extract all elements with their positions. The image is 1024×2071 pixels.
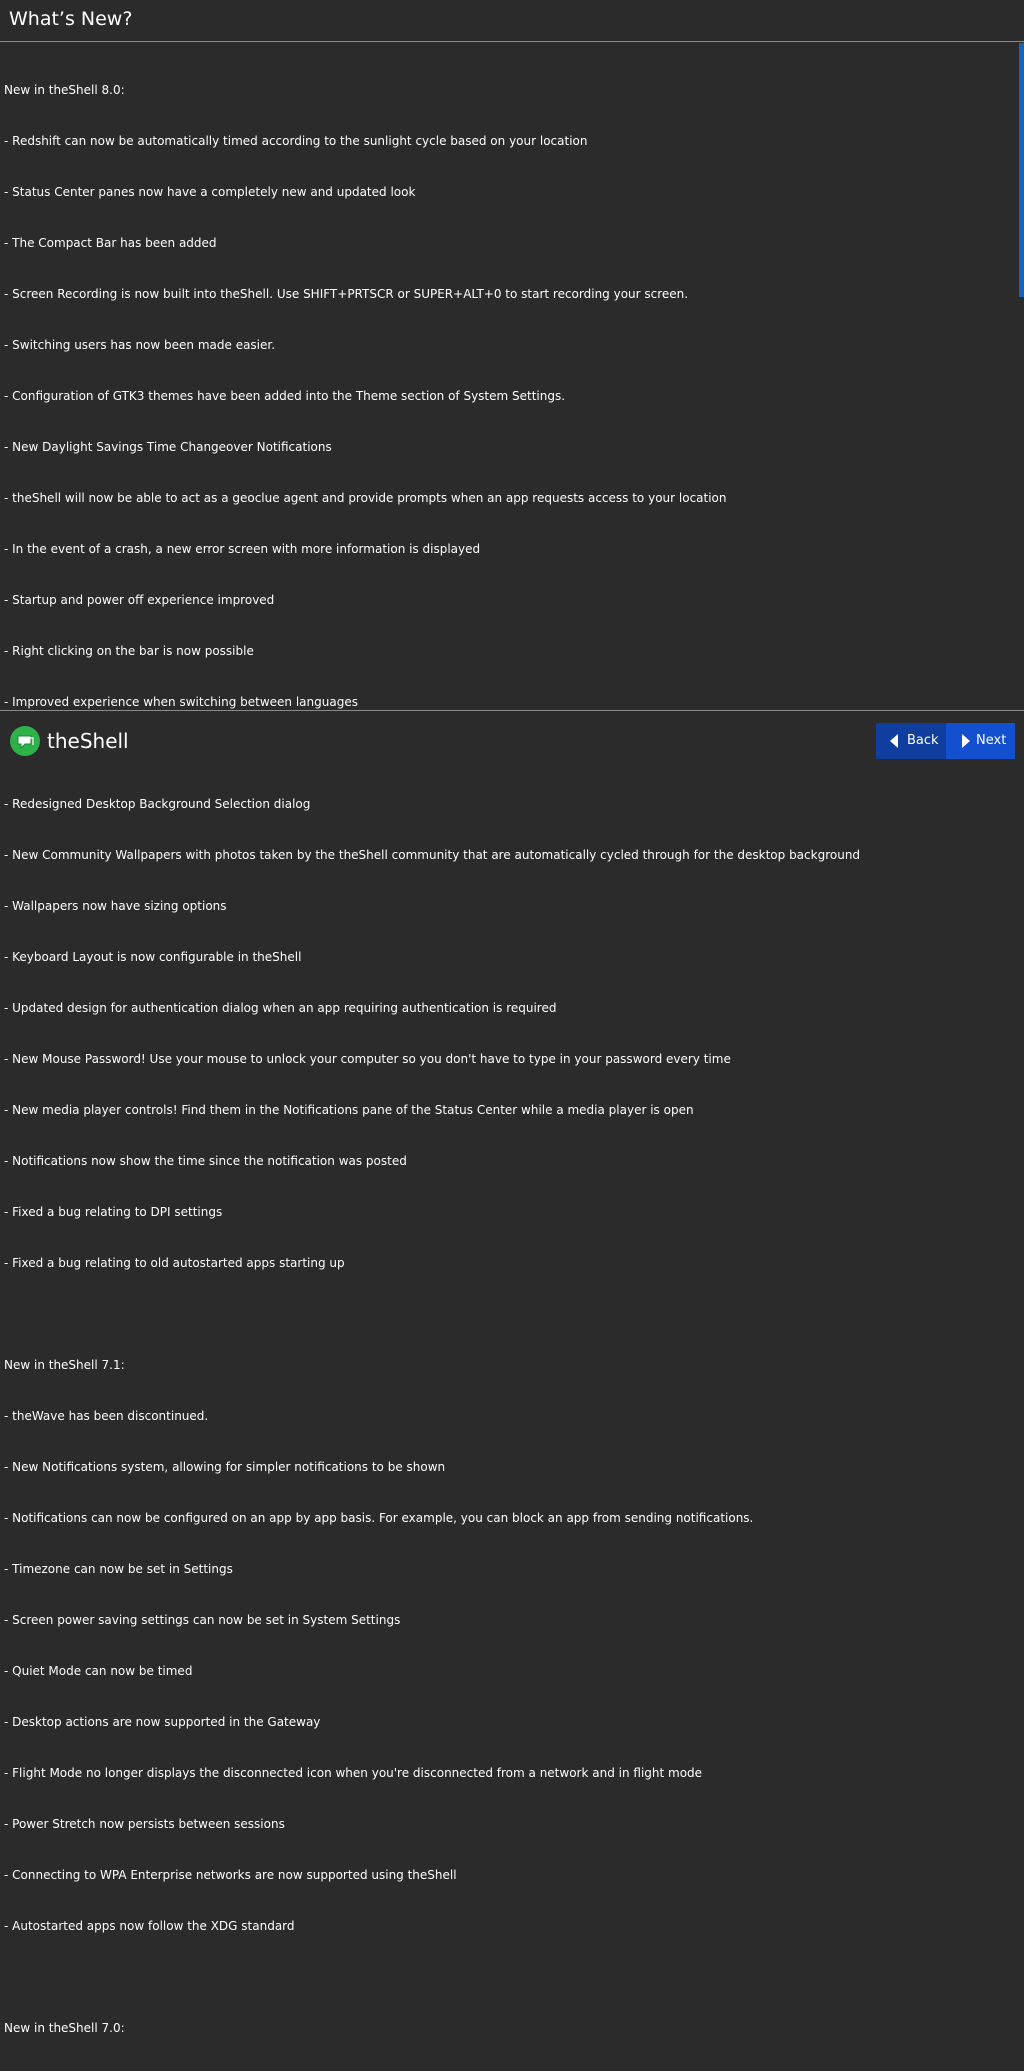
changelog-line: - Notifications can now be configured on an app by app basis. For example, you can block an app from sending notifications. [4, 1511, 754, 1525]
back-button-label: Back [907, 733, 939, 748]
changelog-line: - Updated design for authentication dialog when an app requiring authentication is required [4, 1001, 557, 1015]
changelog-line: - Fixed a bug relating to DPI settings [4, 1205, 223, 1219]
changelog-line: - Power Stretch now persists between sessions [4, 1817, 285, 1831]
changelog-line: - Right clicking on the bar is now possible [4, 644, 254, 658]
changelog-line [4, 1969, 860, 1986]
next-button[interactable] [946, 723, 1015, 759]
back-button[interactable] [876, 723, 946, 759]
next-button-label: Next [976, 733, 1007, 748]
changelog-line: - Screen power saving settings can now be set in System Settings [4, 1613, 401, 1627]
changelog-line: - Redesigned Desktop Background Selection dialog [4, 797, 311, 811]
changelog-line: - Notifications now show the time since the notification was posted [4, 1154, 407, 1168]
changelog-line: - Timezone can now be set in Settings [4, 1562, 233, 1576]
changelog-line: - New Daylight Savings Time Changeover Notifications [4, 440, 332, 454]
changelog-line: - New Mouse Password! Use your mouse to unlock your computer so you don't have to type in your password every time [4, 1052, 731, 1066]
changelog-line: New in theShell 8.0: [4, 83, 125, 97]
changelog-line: - The Compact Bar has been added [4, 236, 217, 250]
changelog-line: - New Notifications system, allowing for simpler notifications to be shown [4, 1460, 446, 1474]
changelog-line: - Connecting to WPA Enterprise networks are now supported using theShell [4, 1868, 457, 1882]
changelog-line: - Screen Recording is now built into theShell. Use SHIFT+PRTSCR or SUPER+ALT+0 to start recording your screen. [4, 287, 689, 301]
header-bar [0, 0, 1024, 42]
changelog-line: - Fixed a bug relating to old autostarted apps starting up [4, 1256, 345, 1270]
changelog-line: New in theShell 7.0: [4, 2021, 125, 2035]
scrollbar-thumb[interactable] [1019, 43, 1024, 297]
changelog-text [4, 48, 860, 2071]
chevron-right-icon [962, 734, 970, 748]
page-title: What’s New? [9, 8, 133, 30]
changelog-line: - theWave has been discontinued. [4, 1409, 209, 1423]
changelog-line: - Configuration of GTK3 themes have been added into the Theme section of System Settings. [4, 389, 566, 403]
changelog-line: - Wallpapers now have sizing options [4, 899, 227, 913]
changelog-line: - Switching users has now been made easier. [4, 338, 276, 352]
changelog-line: - In the event of a crash, a new error screen with more information is displayed [4, 542, 481, 556]
changelog-line: New in theShell 7.1: [4, 1358, 125, 1372]
changelog-line: - New Community Wallpapers with photos taken by the theShell community that are automatically cycled through for the desktop background [4, 848, 861, 862]
footer-bar [0, 710, 1024, 768]
changelog-line: - Quiet Mode can now be timed [4, 1664, 193, 1678]
changelog-line: - Autostarted apps now follow the XDG standard [4, 1919, 295, 1933]
chevron-left-icon [890, 734, 898, 748]
changelog-line: - Startup and power off experience improved [4, 593, 275, 607]
changelog-line: - Improved experience when switching between languages [4, 695, 358, 709]
changelog-line: - Status Center panes now have a completely new and updated look [4, 185, 416, 199]
changelog-line: - Desktop actions are now supported in the Gateway [4, 1715, 321, 1729]
brand-name: theShell [47, 729, 129, 753]
theshell-logo-icon [10, 726, 40, 756]
changelog-line: - Redshift can now be automatically timed according to the sunlight cycle based on your location [4, 134, 588, 148]
changelog-line [4, 1306, 860, 1323]
changelog-line: - theShell will now be able to act as a geoclue agent and provide prompts when an app requests access to your location [4, 491, 727, 505]
scrollbar[interactable] [1018, 43, 1024, 710]
changelog-line: - New media player controls! Find them in the Notifications pane of the Status Center while a media player is open [4, 1103, 694, 1117]
changelog-line: - Flight Mode no longer displays the disconnected icon when you're disconnected from a network and in flight mode [4, 1766, 703, 1780]
changelog-line: - Keyboard Layout is now configurable in theShell [4, 950, 302, 964]
